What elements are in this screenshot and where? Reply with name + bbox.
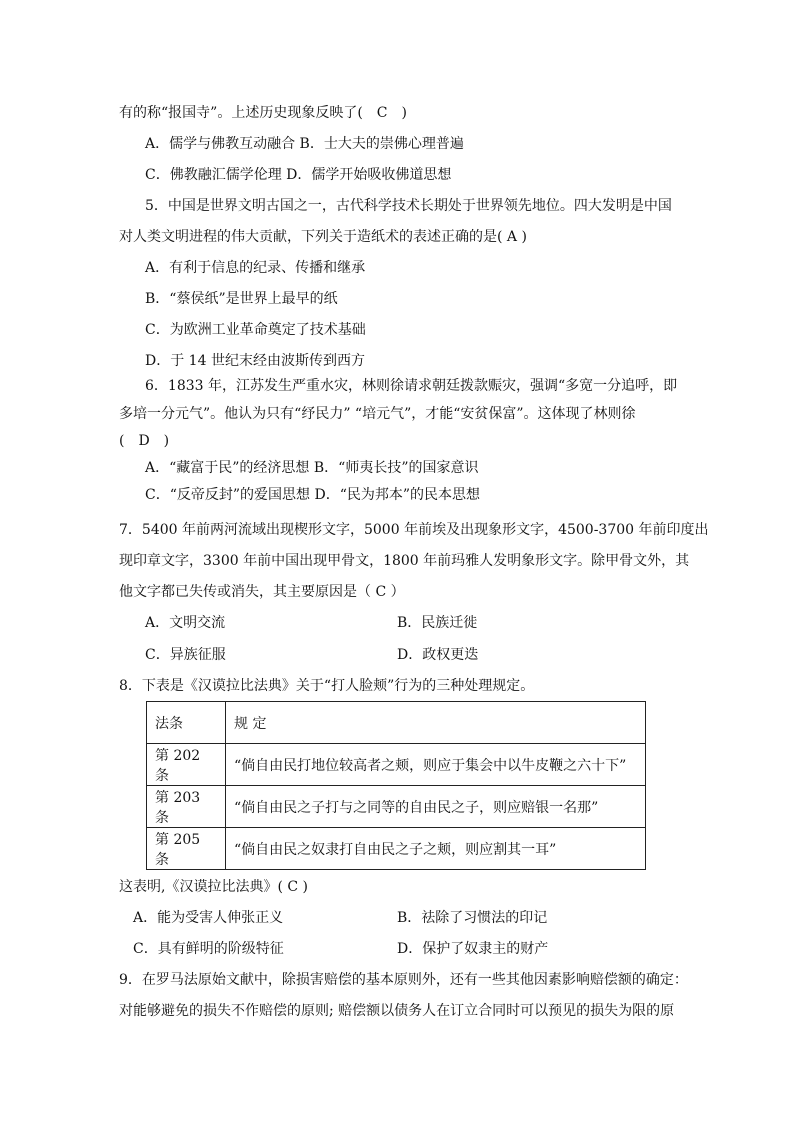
table-cell-article: 第 202 条 — [147, 744, 226, 786]
q7-stem-line-3: 他文字都已失传或消失，其主要原因是（ C ） — [119, 584, 405, 600]
table-row — [147, 786, 646, 828]
q7-option-c: C．异族征服 — [145, 647, 226, 663]
table-cell-article: 第 203 条 — [147, 786, 226, 828]
table-cell-article: 第 205 条 — [147, 828, 226, 870]
q8-option-d: D．保护了奴隶主的财产 — [397, 941, 549, 957]
table-cell-rule: “倘自由民之子打与之同等的自由民之子，则应赔银一名那” — [226, 786, 646, 828]
q7-option-d: D．政权更迭 — [397, 647, 479, 663]
table-row — [147, 744, 646, 786]
q6-option-cd: C．“反帝反封”的爱国思想 D．“民为邦本”的民本思想 — [145, 487, 481, 503]
q8-option-c: C．具有鲜明的阶级特征 — [133, 941, 284, 957]
q4-stem-end: 有的称“报国寺”。上述历史现象反映了( C ) — [119, 105, 407, 121]
q5-option-c: C．为欧洲工业革命奠定了技术基础 — [145, 322, 366, 338]
q6-stem-line-2: 多培一分元气”。他认为只有“纾民力” “培元气”，才能“安贫保富”。这体现了林则徐 — [119, 406, 636, 422]
q7-option-a: A．文明交流 — [145, 615, 226, 631]
q7-stem-line-1: 7．5400 年前两河流域出现楔形文字，5000 年前埃及出现象形文字，4500-3700 年前印度出 — [119, 522, 709, 538]
hammurabi-law-table — [146, 701, 646, 870]
q5-stem-line-2: 对人类文明进程的伟大贡献，下列关于造纸术的表述正确的是( A ) — [119, 229, 527, 245]
q5-stem-line-1: 5．中国是世界文明古国之一，古代科学技术长期处于世界领先地位。四大发明是中国 — [145, 198, 672, 214]
q4-option-cd: C．佛教融汇儒学伦理 D．儒学开始吸收佛道思想 — [145, 167, 452, 183]
q8-option-a: A．能为受害人伸张正义 — [133, 910, 284, 926]
table-header-row — [147, 702, 646, 744]
q7-stem-line-2: 现印章文字，3300 年前中国出现甲骨文，1800 年前玛雅人发明象形文字。除甲骨文外，其 — [119, 553, 690, 569]
q9-stem-line-1: 9．在罗马法原始文献中，除损害赔偿的基本原则外，还有一些其他因素影响赔偿额的确定： — [119, 972, 688, 988]
table-cell-rule: “倘自由民之奴隶打自由民之子之颊，则应割其一耳” — [226, 828, 646, 870]
q5-option-d: D．于 14 世纪末经由波斯传到西方 — [145, 353, 365, 369]
q6-stem-line-1: 6．1833 年，江苏发生严重水灾，林则徐请求朝廷拨款赈灾，强调“多宽一分追呼，即 — [145, 378, 678, 394]
table-header-cell: 法条 — [147, 702, 226, 744]
q7-option-b: B．民族迁徙 — [397, 615, 478, 631]
q4-option-ab: A．儒学与佛教互动融合 B．士大夫的崇佛心理普遍 — [145, 136, 464, 152]
table-row — [147, 828, 646, 870]
q9-stem-line-2: 对能够避免的损失不作赔偿的原则; 赔偿额以债务人在订立合同时可以预见的损失为限的原 — [119, 1003, 675, 1019]
q6-stem-line-3: ( D ) — [119, 433, 170, 449]
q5-option-b: B．“蔡侯纸”是世界上最早的纸 — [145, 291, 338, 307]
table-header-cell: 规 定 — [226, 702, 646, 744]
q8-stem: 8．下表是《汉谟拉比法典》关于“打人脸颊”行为的三种处理规定。 — [119, 678, 535, 694]
q8-option-b: B．祛除了习惯法的印记 — [397, 910, 548, 926]
q8-question: 这表明,《汉谟拉比法典》( C ) — [119, 879, 308, 895]
table-cell-rule: “倘自由民打地位较高者之颊，则应于集会中以牛皮鞭之六十下” — [226, 744, 646, 786]
q5-option-a: A．有利于信息的纪录、传播和继承 — [145, 260, 366, 276]
q6-option-ab: A．“藏富于民”的经济思想 B．“师夷长技”的国家意识 — [145, 460, 479, 476]
